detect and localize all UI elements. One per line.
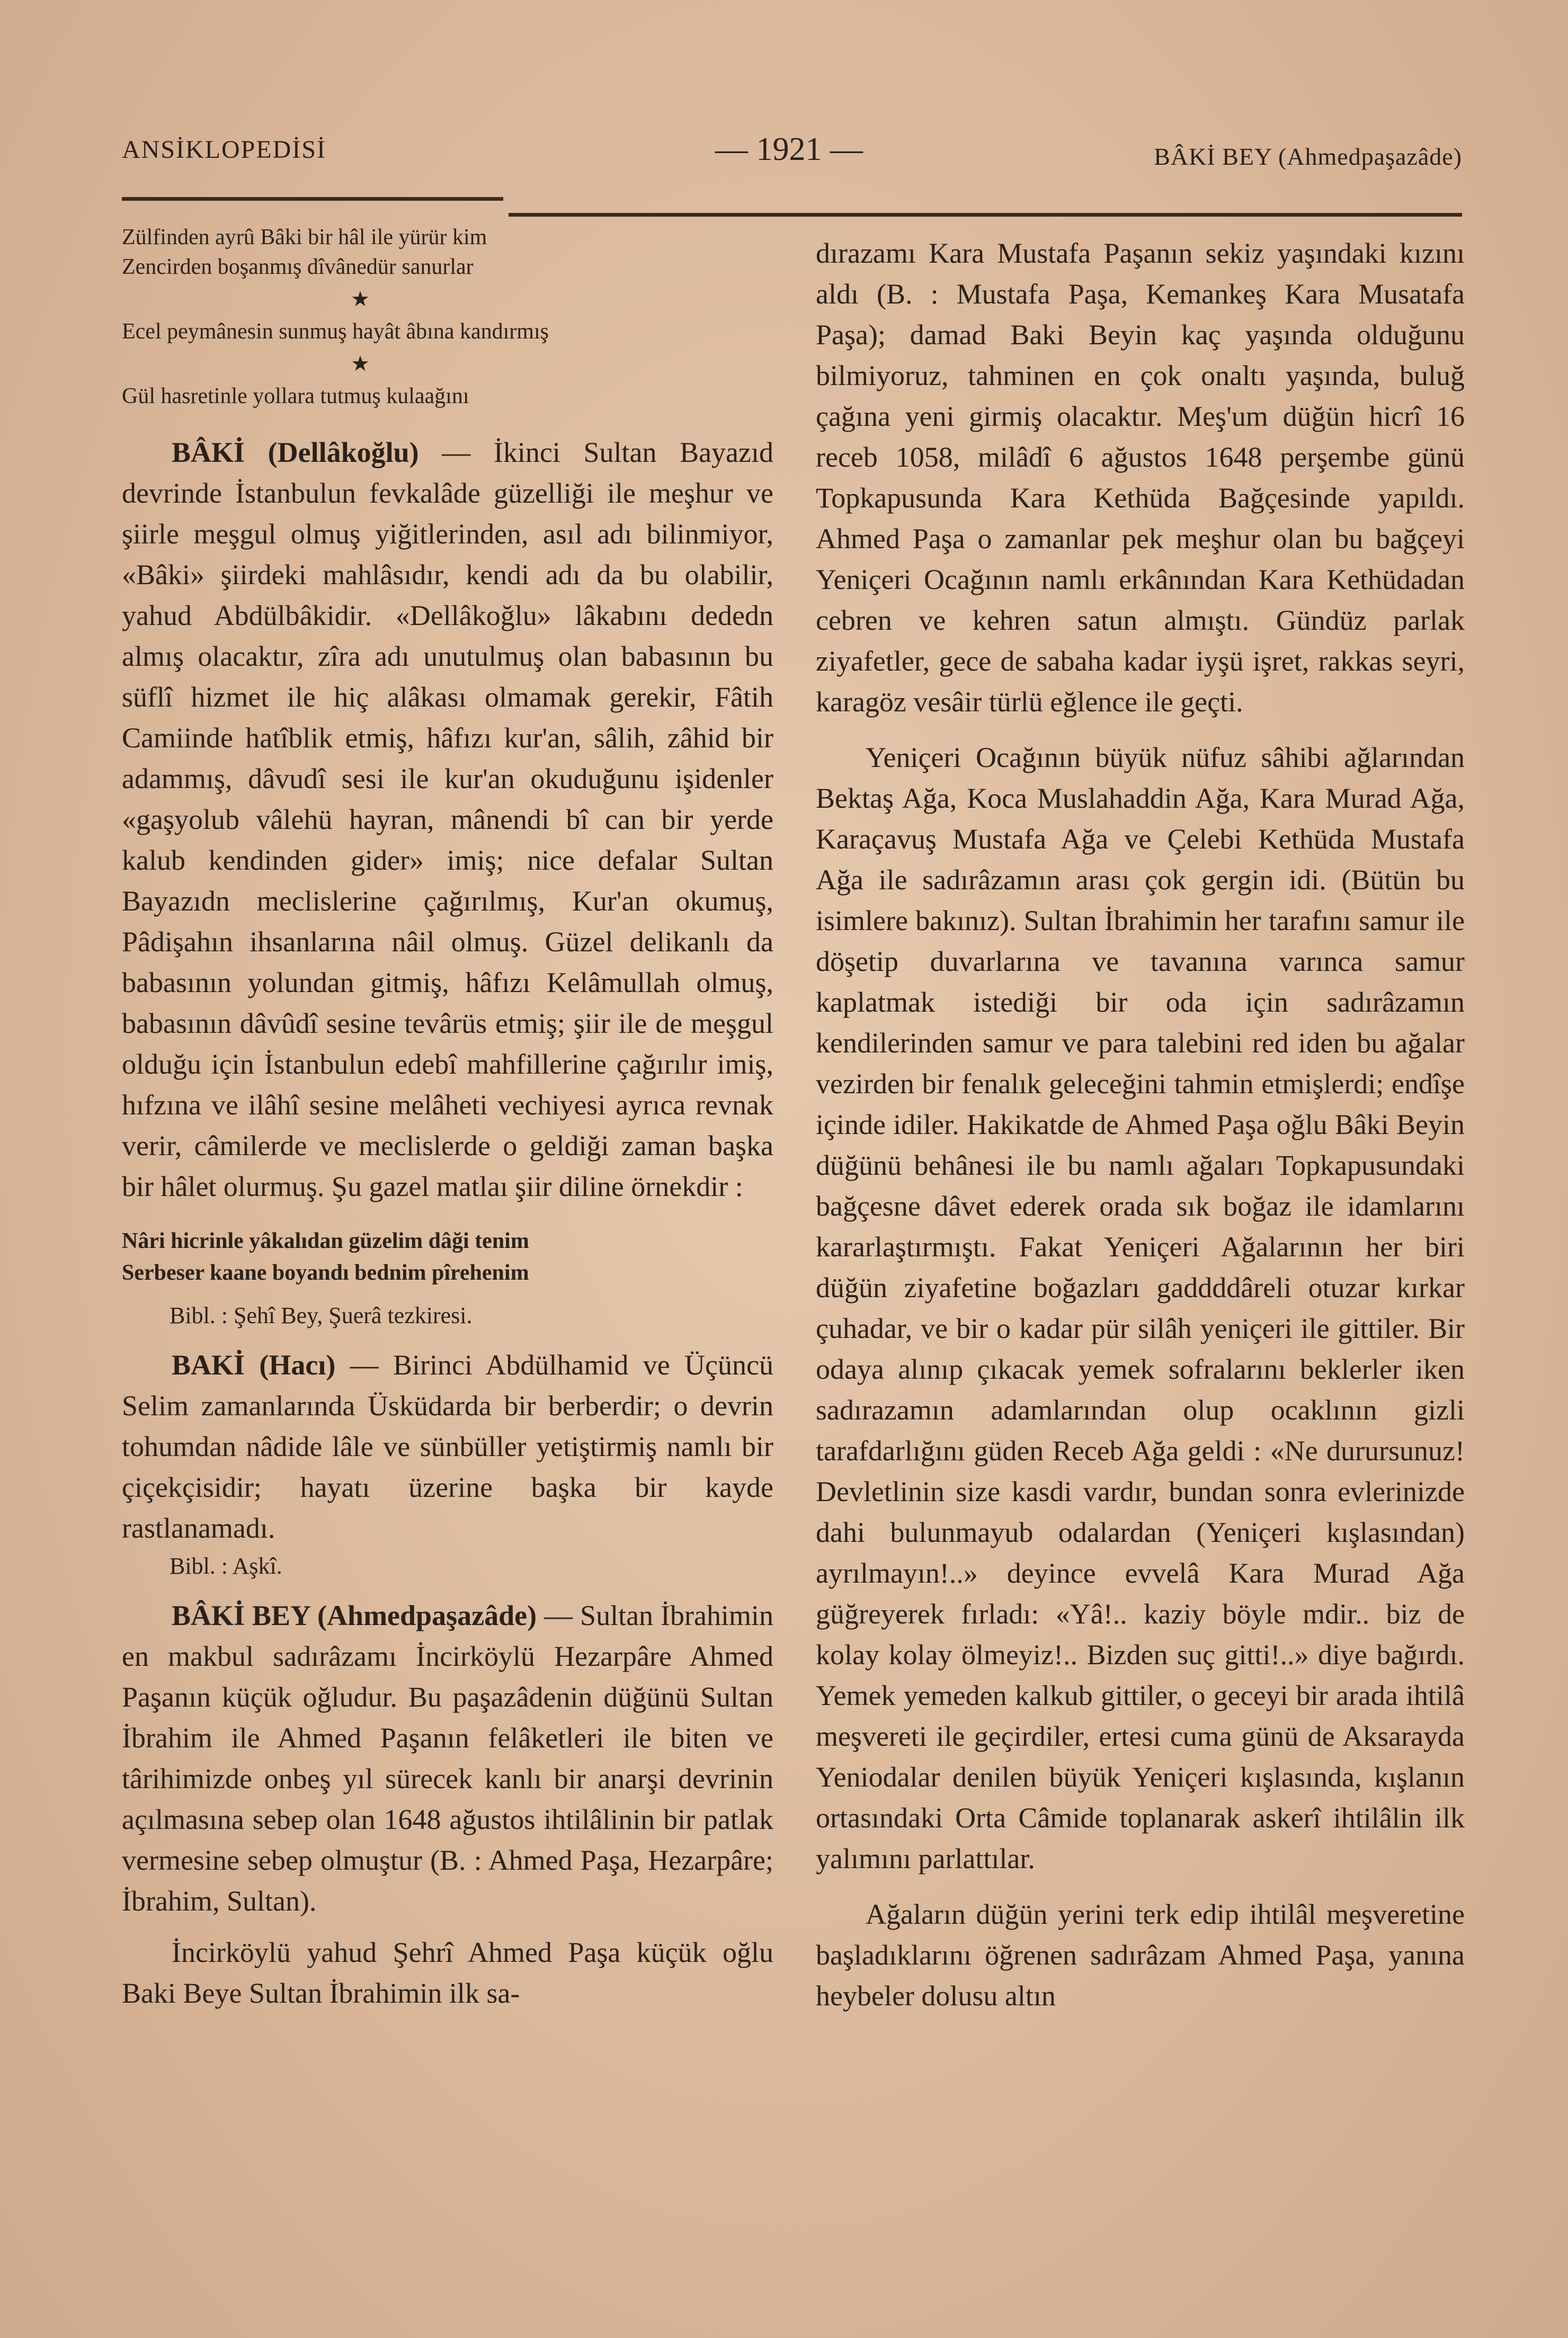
- paragraph: İncirköylü yahud Şehrî Ahmed Paşa küçük oğlu Baki Beye Sultan İbrahimin ilk sa-: [122, 1937, 773, 2009]
- star-separator: ★: [351, 287, 370, 311]
- page-number: — 1921 —: [715, 131, 863, 167]
- entry-baki-haci: [122, 1345, 773, 1549]
- verse-line: Serbeser kaane boyandı bednim pîrehenim: [122, 1261, 529, 1285]
- verse-line: Nâri hicrinle yâkalıdan güzelim dâği tenim: [122, 1229, 529, 1253]
- entry-text: — Sultan İbrahimin en makbul sadırâzamı İncirköylü Hezarpâre Ahmed Paşanın küçük oğludur. Bu paşazâdenin düğünü Sultan İbrahim ile Ahmed Paşanın felâketleri ile biten ve târihimizde onbeş yıl sürecek kanlı bir anarşi devrinin açılmasına sebep olan 1648 ağustos ihtilâlinin bir patlak vermesine sebep olmuştur (B. : Ahmed Paşa, Hezarpâre; İbrahim, Sultan).: [122, 1600, 773, 1917]
- entry-heading: BÂKİ BEY (Ahmedpaşazâde): [172, 1600, 537, 1631]
- header-left: ANSİKLOPEDİSİ: [122, 136, 326, 164]
- paragraph: dırazamı Kara Mustafa Paşanın sekiz yaşındaki kızını aldı (B. : Mustafa Paşa, Kemankeş Kara Musatafa Paşa); damad Baki Beyin kaç yaşında olduğunu bilmiyoruz, tahminen en çok onaltı yaşında, buluğ çağına yeni girmiş olacaktır. Meş'um düğün hicrî 16 receb 1058, milâdî 6 ağustos 1648 perşembe günü Topkapusunda Kara Kethüda Bağçesinde yapıldı. Ahmed Paşa o zamanlar pek meşhur olan bu bağçeyi Yeniçeri Ocağının namlı erkânından Kara Kethüdadan cebren ve kehren satun almıştı. Gündüz parlak ziyafetler, gece de sabaha kadar iyşü işret, rakkas seyri, karagöz vesâir türlü eğlence ile geçti.: [816, 237, 1465, 718]
- star-separator: ★: [351, 352, 370, 376]
- verse-line: Zülfinden ayrû Bâki bir hâl ile yürür kim: [122, 225, 487, 249]
- verse-line: Gül hasretinle yollara tutmuş kulaağını: [122, 384, 469, 408]
- header-rule-right: [509, 213, 1462, 217]
- left-column: [122, 222, 773, 2014]
- entry-baki-dellakoglu: [122, 432, 773, 1207]
- running-header: [122, 131, 1462, 170]
- entry-text: — Birinci Abdülhamid ve Üçüncü Selim zamanlarında Üsküdarda bir berberdir; o devrin tohumdan nâdide lâle ve sünbüller yetiştirmiş namlı bir çiçekçisidir; hayatı üzerine başka bir kayde rastlanamadı.: [122, 1349, 773, 1544]
- entry-heading: BAKİ (Hacı): [172, 1349, 336, 1381]
- entry-text: — İkinci Sultan Bayazıd devrinde İstanbulun fevkalâde güzelliği ile meşhur ve şiirle meşgul olmuş yiğitlerinden, asıl adı bilinmiyor, «Bâki» şiirdeki mahlâsıdır, kendi adı da bu olabilir, yahud Abdülbâkidir. «Dellâkoğlu» lâkabını dededn almış olacaktır, zîra adı unutulmuş olan babasının bu süflî hizmet ile hiç alâkası olmamak gerekir, Fâtih Camiinde hatîblik etmiş, hâfızı kur'an, sâlih, zâhid bir adammış, dâvudî sesi ile kur'an okuduğunu işidenler «gaşyolub vâlehü hayran, mânendi bî can bir yerde kalub kendinden gider» imiş; nice defalar Sultan Bayazıdn meclislerine çağırılmış, Kur'an okumuş, Pâdişahın ihsanlarına nâil olmuş. Güzel delikanlı da babasının yolundan gitmiş, hâfızı Kelâmullah olmuş, babasının dâvûdî sesine tevârüs etmiş; şiir ile de meşgul olduğu için İstanbulun edebî mahfillerine çağırılır imiş, hıfzına ve ilâhî sesine melâheti vechiyesi ayrıca revnak verir, câmilerde ve meclislerde o geldiği zaman başka bir hâlet olurmuş. Şu gazel matlaı şiir diline örnekdir :: [122, 436, 773, 1202]
- paragraph: Yeniçeri Ocağının büyük nüfuz sâhibi ağlarından Bektaş Ağa, Koca Muslahaddin Ağa, Kara Murad Ağa, Karaçavuş Mustafa Ağa ve Çelebi Kethüda Mustafa Ağa ile sadırâzamın arası çok gergin idi. (Bütün bu isimlere bakınız). Sultan İbrahimin her tarafını samur ile döşetip duvarlarına ve tavanına varınca samur kaplatmak istediği bir oda için sadırâzamın kendilerinden samur ve para talebini red iden bu ağalar vezirden bir fenalık geleceğini tahmin etmişlerdi; endîşe içinde idiler. Hakikatde de Ahmed Paşa oğlu Bâki Beyin düğünü behânesi ile bu namlı ağaları Topkapusundaki bağçesne dâvet ederek orada sık boğaz ile idamlarını kararlaştırmıştı. Fakat Yeniçeri Ağalarının her biri düğün ziyafetine boğazları gaddddâreli otuzar kırkar çuhadar, ve bir o kadar pür silâh yeniçeri ile gittiler. Bir odaya alınıp çıkacak yemek sofralarını beklerler iken sadırazamın adamlarından olup ocaklının gizli tarafdarlığını güden Receb Ağa geldi : «Ne durursunuz! Devletlinin size kasdi vardır, bundan sonra evlerinizde dahi bulunmayub odalardan (Yeniçeri kışlasından) ayrılmayın!..» deyince evvelâ Kara Murad Ağa güğreyerek fırladı: «Yâ!.. kaziy böyle mdir.. biz de kolay kolay ölmeyiz!.. Bizden suç gitti!..» diye bağırdı. Yemek yemeden kalkub gittiler, o geceyi bir arada ihtilâ meşvereti ile geçirdiler, ertesi cuma günü de Aksarayda Yeniodalar denilen büyük Yeniçeri kışlasında, kışlanın ortasındaki Orta Câmide toplanarak askerî ihtilâlin ilk yalımını parlattılar.: [816, 742, 1465, 1875]
- bibliography: Bibl. : Şehî Bey, Şuerâ tezkiresi.: [170, 1302, 473, 1328]
- right-column: [816, 233, 1465, 2016]
- entry-baki-bey: [122, 1595, 773, 1922]
- verse-line: Ecel peymânesin sunmuş hayât âbına kandırmış: [122, 319, 549, 344]
- bibliography: Bibl. : Aşkî.: [170, 1553, 282, 1579]
- verse-line: Zencirden boşanmış dîvânedür sanurlar: [122, 255, 474, 279]
- entry-heading: BÂKİ (Dellâkoğlu): [172, 436, 419, 468]
- header-rule-left: [122, 197, 503, 201]
- header-right: BÂKİ BEY (Ahmedpaşazâde): [1154, 143, 1462, 170]
- paragraph: Ağaların düğün yerini terk edip ihtilâl meşveretine başladıklarını öğrenen sadırâzam Ahmed Paşa, yanına heybeler dolusu altın: [816, 1898, 1465, 2012]
